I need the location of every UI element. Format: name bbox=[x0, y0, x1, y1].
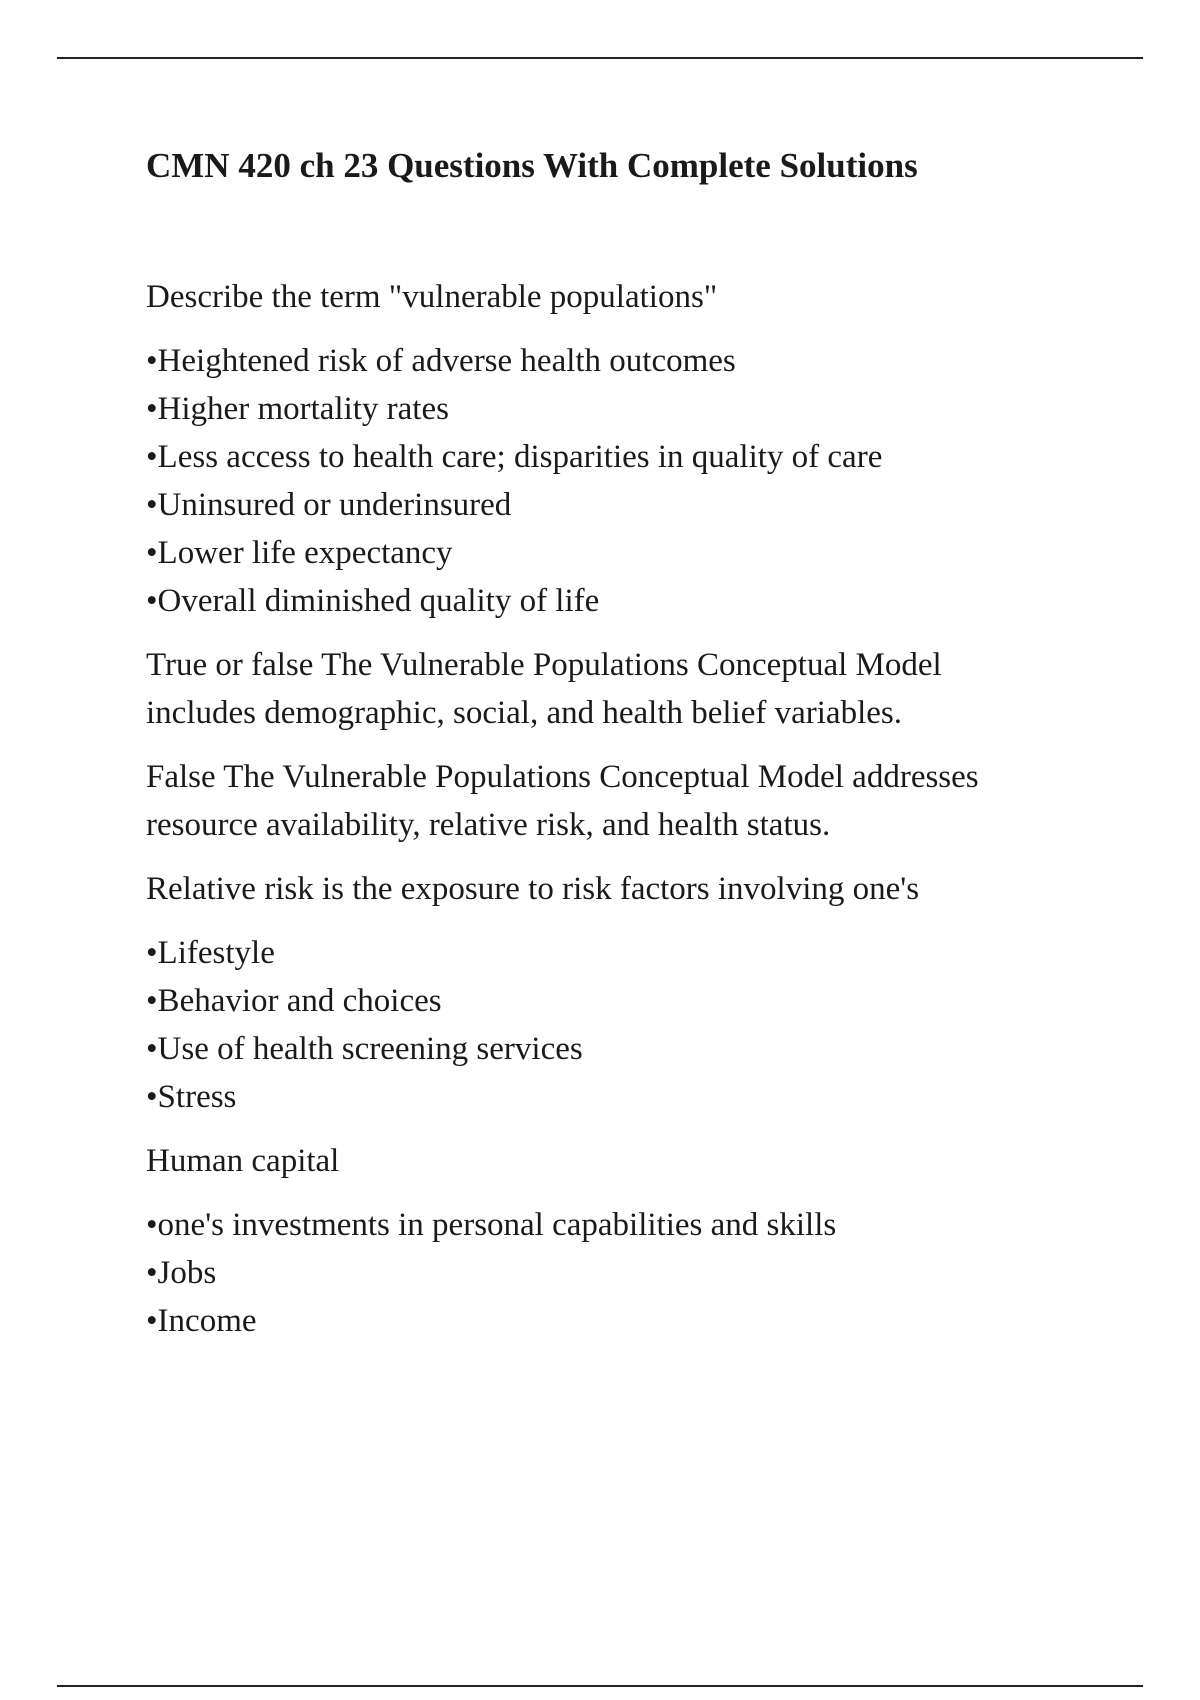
list-item: •Heightened risk of adverse health outcomes bbox=[146, 343, 736, 379]
answer-text-line: False The Vulnerable Populations Conceptual Model addresses bbox=[146, 759, 979, 795]
question-4 bbox=[146, 1137, 1106, 1185]
header-rule bbox=[57, 57, 1143, 59]
list-item: •Lower life expectancy bbox=[146, 535, 453, 571]
list-item: •Lifestyle bbox=[146, 935, 275, 971]
list-item: •Less access to health care; disparities in quality of care bbox=[146, 439, 883, 475]
list-item: •Uninsured or underinsured bbox=[146, 487, 512, 523]
list-item: •one's investments in personal capabilities and skills bbox=[146, 1207, 837, 1243]
question-text: Describe the term "vulnerable populations" bbox=[146, 279, 718, 315]
document-body bbox=[146, 141, 1106, 1361]
answer-1 bbox=[146, 337, 1106, 625]
answer-2 bbox=[146, 753, 1106, 849]
question-text: Human capital bbox=[146, 1143, 340, 1179]
list-item: •Use of health screening services bbox=[146, 1031, 583, 1067]
answer-4 bbox=[146, 1201, 1106, 1345]
footer-rule bbox=[57, 1685, 1143, 1687]
list-item: •Overall diminished quality of life bbox=[146, 583, 600, 619]
list-item: •Income bbox=[146, 1303, 257, 1339]
answer-3 bbox=[146, 929, 1106, 1121]
answer-text-line: resource availability, relative risk, and health status. bbox=[146, 807, 831, 843]
question-2 bbox=[146, 641, 1106, 737]
question-3 bbox=[146, 865, 1106, 913]
list-item: •Stress bbox=[146, 1079, 237, 1115]
list-item: •Behavior and choices bbox=[146, 983, 442, 1019]
question-1 bbox=[146, 273, 1106, 321]
list-item: •Jobs bbox=[146, 1255, 217, 1291]
document-title: CMN 420 ch 23 Questions With Complete Solutions bbox=[146, 146, 918, 185]
question-text-line: includes demographic, social, and health belief variables. bbox=[146, 695, 902, 731]
list-item: •Higher mortality rates bbox=[146, 391, 449, 427]
question-text: Relative risk is the exposure to risk factors involving one's bbox=[146, 871, 920, 907]
question-text-line: True or false The Vulnerable Populations Conceptual Model bbox=[146, 647, 942, 683]
